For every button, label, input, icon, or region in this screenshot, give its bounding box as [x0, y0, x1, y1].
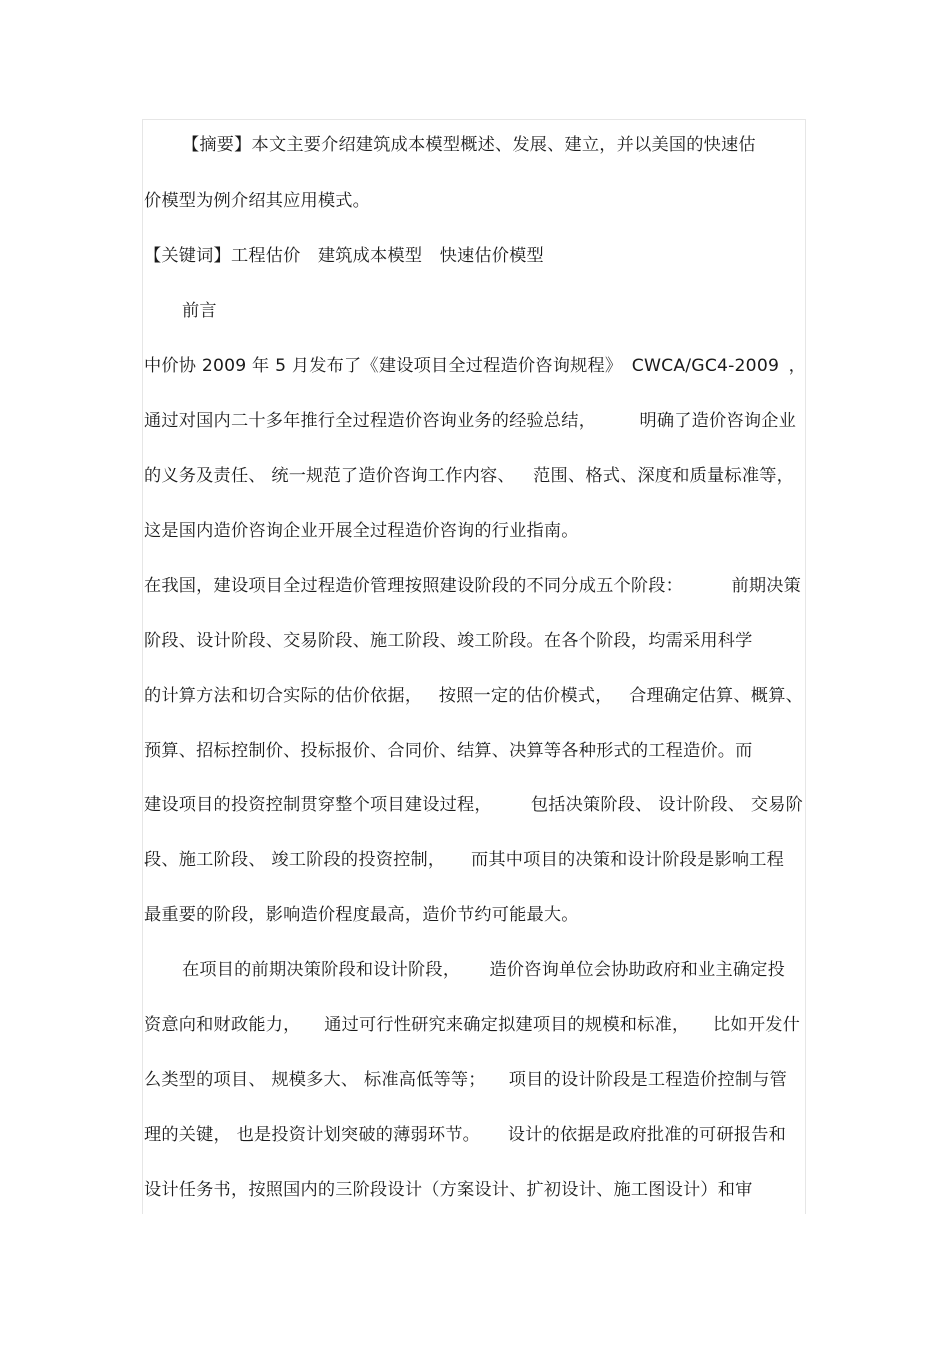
- paragraph-line: [144, 354, 806, 378]
- text-segment: 理的关键， 也是投资计划突破的薄弱环节。: [144, 1125, 481, 1145]
- text-segment: 按照一定的估价模式，: [438, 686, 613, 706]
- paragraph-line: 阶段、设计阶段、交易阶段、施工阶段、竣工阶段。在各个阶段，均需采用科学: [144, 631, 753, 651]
- text-segment: 通过对国内二十多年推行全过程造价咨询业务的经验总结，: [144, 411, 597, 431]
- text-segment: 包括决策阶段、 设计阶段、 交易阶: [530, 795, 803, 815]
- text-segment: 的义务及责任、 统一规范了造价咨询工作内容、: [144, 466, 515, 486]
- paragraph-line: 预算、招标控制价、投标报价、合同价、结算、决算等各种形式的工程造价。而: [144, 741, 753, 761]
- paragraph-line: 最重要的阶段，影响造价程度最高，造价节约可能最大。: [144, 905, 579, 925]
- text-segment: 合理确定估算、概算、: [629, 686, 803, 706]
- text-segment: 在项目的前期决策阶段和设计阶段，: [182, 960, 461, 980]
- text-segment: 中价协 2009 年 5 月发布了《建设项目全过程造价咨询规程》: [144, 356, 623, 376]
- text-segment: 造价咨询单位会协助政府和业主确定投: [489, 960, 785, 980]
- paragraph-line: [144, 848, 784, 872]
- text-segment: 范围、格式、深度和质量标准等，: [533, 466, 794, 486]
- text-segment: 么类型的项目、 规模多大、 标准高低等等；: [144, 1070, 486, 1090]
- paragraph-line: 这是国内造价咨询企业开展全过程造价咨询的行业指南。: [144, 521, 579, 541]
- paragraph-line: [144, 1013, 800, 1037]
- text-segment: 的计算方法和切合实际的估价依据，: [144, 686, 423, 706]
- paragraph-line: [144, 793, 803, 817]
- text-segment: 明确了造价咨询企业: [639, 411, 796, 431]
- text-segment: 比如开发什: [713, 1015, 800, 1035]
- paragraph-line: [182, 958, 785, 982]
- paragraph-line: [144, 464, 794, 488]
- text-segment: 设计的依据是政府批准的可研报告和: [507, 1125, 786, 1145]
- paragraph-line: [144, 409, 796, 433]
- text-segment: 资意向和财政能力，: [144, 1015, 301, 1035]
- paragraph-line: [144, 574, 801, 598]
- text-segment: 通过可行性研究来确定拟建项目的规模和标准，: [324, 1015, 690, 1035]
- keywords-line: 【关键词】工程估价 建筑成本模型 快速估价模型: [144, 246, 544, 266]
- text-segment: 而其中项目的决策和设计阶段是影响工程: [471, 850, 784, 870]
- text-segment: CWCA/GC4-2009: [631, 356, 780, 376]
- text-segment: 在我国，建设项目全过程造价管理按照建设阶段的不同分成五个阶段：: [144, 576, 684, 596]
- paragraph-line: 设计任务书，按照国内的三阶段设计（方案设计、扩初设计、施工图设计）和审: [144, 1180, 753, 1200]
- text-segment: ，: [788, 356, 806, 376]
- paragraph-line: [144, 684, 803, 708]
- paragraph-line: [144, 1068, 787, 1092]
- paragraph-line: [144, 1123, 786, 1147]
- text-segment: 前期决策: [731, 576, 801, 596]
- text-segment: 项目的设计阶段是工程造价控制与管: [508, 1070, 787, 1090]
- section-heading-preface: 前言: [182, 301, 217, 321]
- text-segment: 段、施工阶段、 竣工阶段的投资控制，: [144, 850, 446, 870]
- abstract-line-1: 【摘要】本文主要介绍建筑成本模型概述、发展、建立，并以美国的快速估: [182, 135, 756, 155]
- page-border: [142, 119, 806, 1214]
- text-segment: 建设项目的投资控制贯穿整个项目建设过程，: [144, 795, 492, 815]
- abstract-line-2: 价模型为例介绍其应用模式。: [144, 191, 371, 211]
